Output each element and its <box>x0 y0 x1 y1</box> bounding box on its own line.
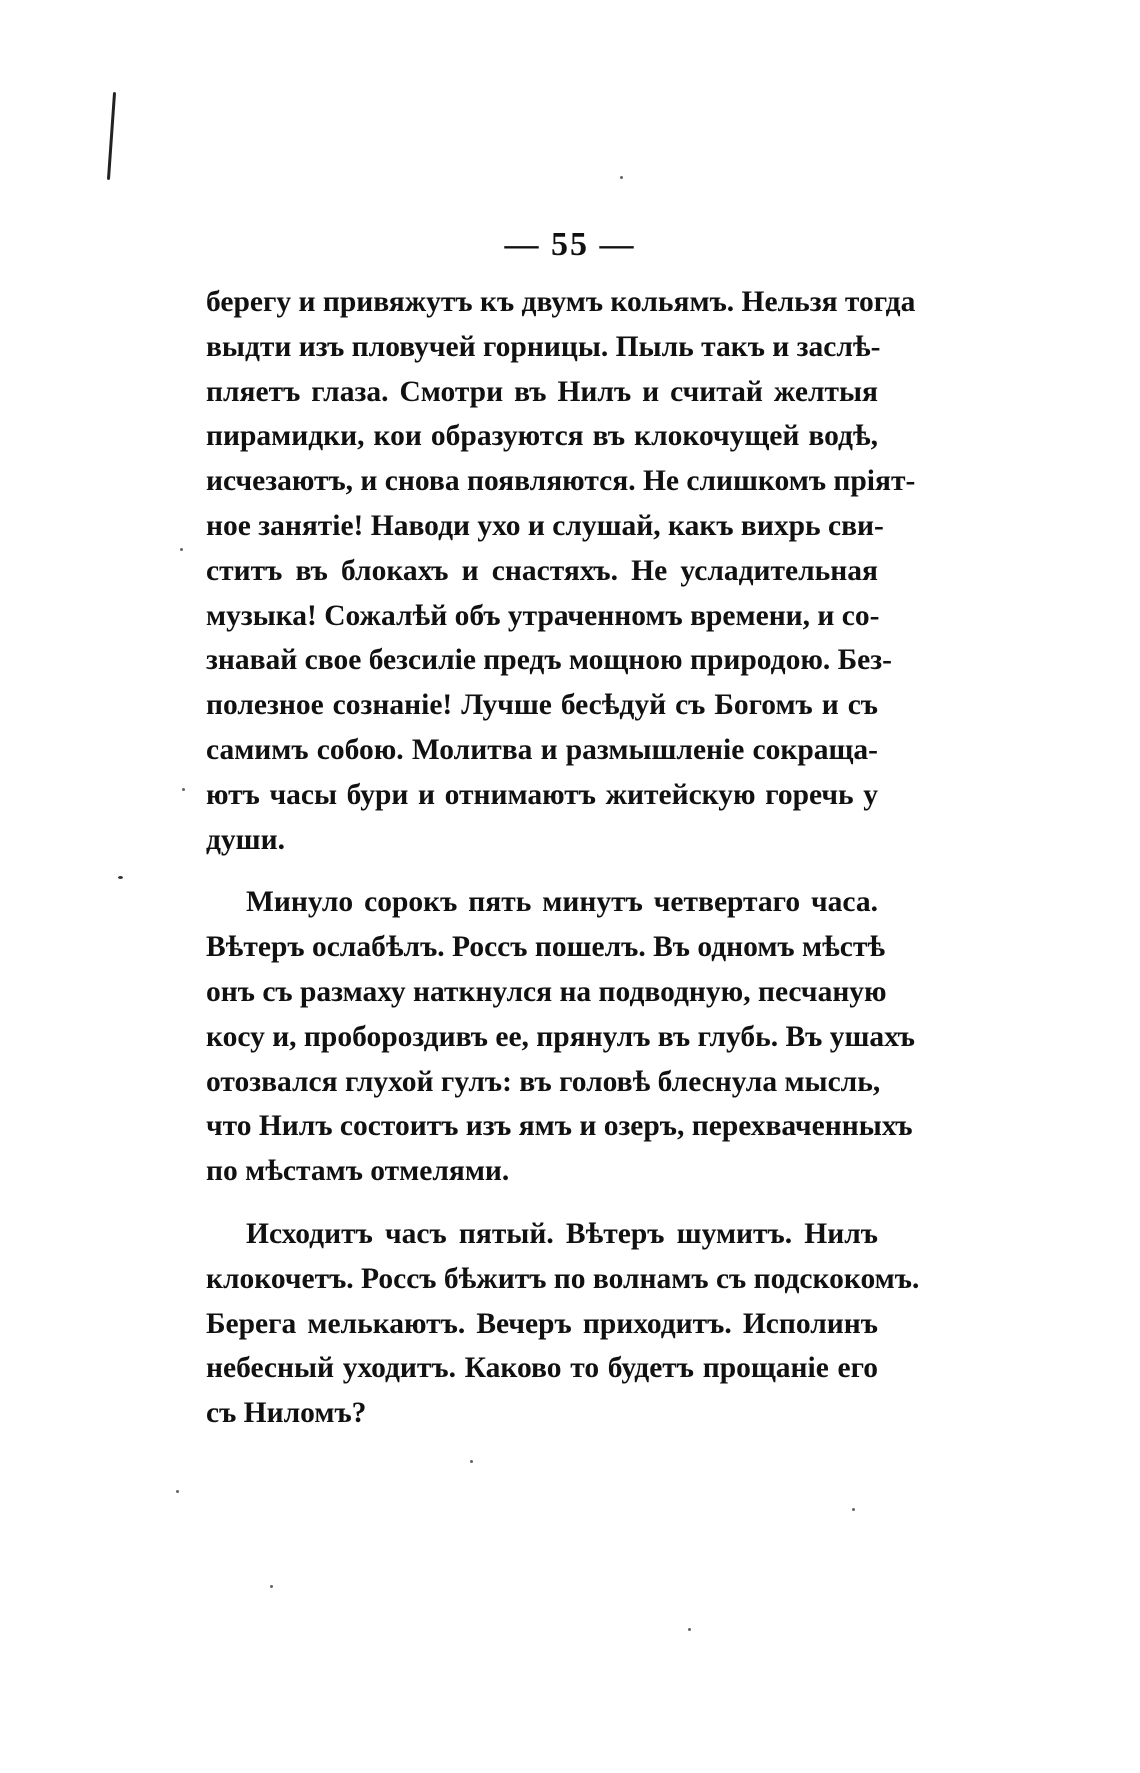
paper-speck <box>688 1628 691 1631</box>
text-line: исчезаютъ, и снова появляются. Не слишкомъ пріят- <box>206 465 916 498</box>
paper-speck <box>182 788 185 791</box>
text-line: пирамидки, кои образуются въ клокочущей водѣ, <box>206 420 878 453</box>
paper-speck <box>118 876 123 879</box>
text-line: косу и, пробороздивъ ее, прянулъ въ глубь. Въ ушахъ <box>206 1020 915 1053</box>
paper-speck <box>270 1585 273 1588</box>
text-line: что Нилъ состоитъ изъ ямъ и озеръ, перехваченныхъ <box>206 1110 913 1143</box>
text-line: ютъ часы бури и отнимаютъ житейскую горечь у <box>206 778 878 811</box>
text-line: ститъ въ блокахъ и снастяхъ. Не усладительная <box>206 554 878 587</box>
paper-speck <box>852 1508 855 1511</box>
paragraph <box>206 1212 920 1436</box>
text-line: Берега мелькаютъ. Вечеръ приходитъ. Исполинъ <box>206 1307 878 1340</box>
paper-speck <box>620 176 623 179</box>
paper-speck <box>180 548 183 551</box>
page-number: — 55 — <box>504 226 636 263</box>
text-line: ное занятіе! Наводи ухо и слушай, какъ вихрь сви- <box>206 509 884 542</box>
text-line: полезное сознаніе! Лучше бесѣдуй съ Богомъ и съ <box>206 689 878 722</box>
text-line: пляетъ глаза. Смотри въ Нилъ и считай желтыя <box>206 375 878 408</box>
paragraph <box>206 880 915 1194</box>
paper-speck <box>176 1490 179 1493</box>
text-line: музыка! Сожалѣй объ утраченномъ времени, и со- <box>206 599 880 632</box>
text-line: Минуло сорокъ пять минутъ четвертаго часа. <box>246 886 878 919</box>
text-line: небесный уходитъ. Каково то будетъ прощаніе его <box>206 1352 878 1385</box>
text-line: знавай свое безсиліе предъ мощною природою. Без- <box>206 644 892 677</box>
text-line: Вѣтеръ ослабѣлъ. Россъ пошелъ. Въ одномъ мѣстѣ <box>206 931 886 964</box>
text-line: берегу и привяжутъ къ двумъ кольямъ. Нельзя тогда <box>206 286 916 318</box>
text-line: Исходитъ часъ пятый. Вѣтеръ шумитъ. Нилъ <box>246 1217 878 1250</box>
text-line: души. <box>206 823 285 856</box>
text-line: по мѣстамъ отмелями. <box>206 1155 510 1188</box>
paragraph <box>206 280 916 862</box>
text-line: онъ съ размаху наткнулся на подводную, песчаную <box>206 975 887 1008</box>
text-line: самимъ собою. Молитва и размышленіе сокраща- <box>206 733 878 766</box>
paper-speck <box>470 1460 473 1463</box>
text-line: выдти изъ пловучей горницы. Пыль такъ и заслѣ- <box>206 330 881 363</box>
text-line: съ Ниломъ? <box>206 1397 367 1430</box>
margin-pencil-mark <box>107 92 116 180</box>
text-line: клокочетъ. Россъ бѣжитъ по волнамъ съ подскокомъ. <box>206 1262 920 1295</box>
text-line: отозвался глухой гулъ: въ головѣ блеснула мысль, <box>206 1065 881 1098</box>
body-text <box>206 280 920 1454</box>
